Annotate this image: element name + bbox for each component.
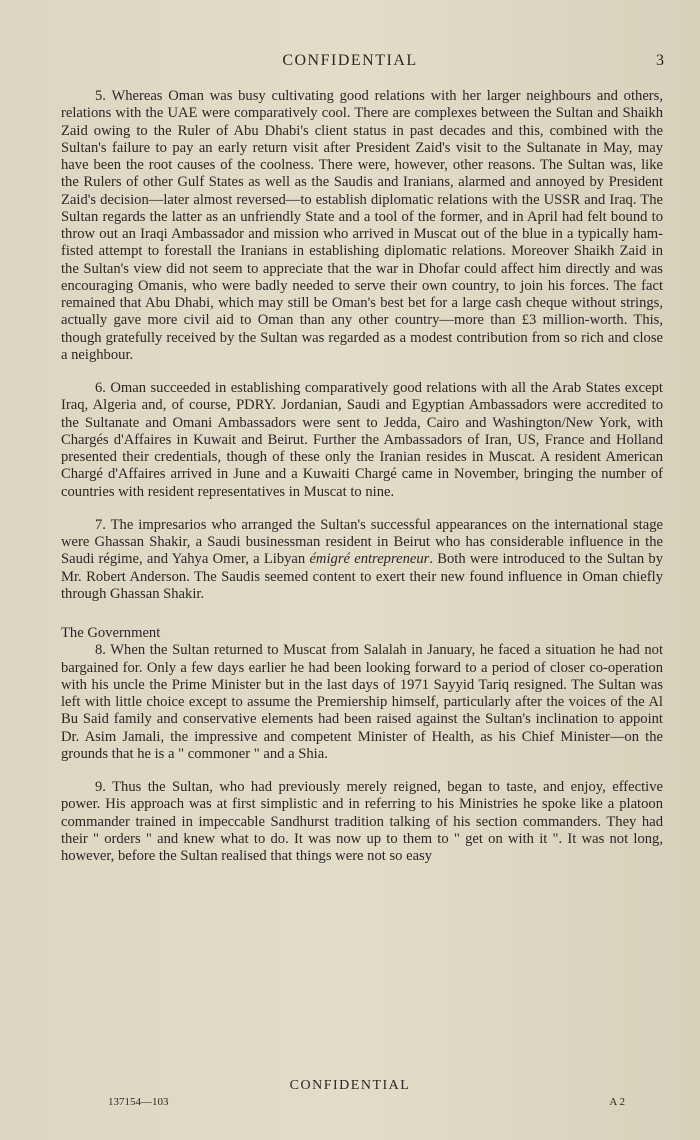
document-body	[61, 88, 663, 865]
paragraph-7-text: 7. The impresarios who arranged the Sultan's successful appearances on the international stage were Ghassan Shakir, a Saudi businessman resident in Beirut who has considerable influence in the Saudi régime, and Yahya Omer, a Libyan	[61, 516, 663, 568]
page-header: CONFIDENTIAL	[282, 52, 418, 69]
paragraph-8: 8. When the Sultan returned to Muscat from Salalah in January, he faced a situation he had not bargained for. Only a few days earlier he had been looking forward to a period of closer co-operation with his uncle the Prime Minister but in the last days of 1971 Sayyid Tariq resigned. The Sultan was left with little choice except to assume the Premiership himself, particularly after the voices of the Al Bu Said family and conservative elements had been raised against the Sultan's inclination to appoint Dr. Asim Jamali, the impressive and competent Minister of Health, as his Chief Minister—on the grounds that he is a " commoner " and a Shia.	[61, 642, 663, 762]
page-number: 3	[656, 52, 664, 69]
paragraph-6: 6. Oman succeeded in establishing comparatively good relations with all the Arab States except Iraq, Algeria and, of course, PDRY. Jordanian, Saudi and Egyptian Ambassadors were accredited to the Sultanate and Omani Ambassadors were sent to Jedda, Cairo and Washington/New York, with Chargés d'Affaires in Kuwait and Beirut. Further the Ambassadors of Iran, US, France and Holland presented their credentials, though of these only the Iranian resides in Muscat. A resident American Chargé d'Affaires arrived in June and a Kuwaiti Chargé came in November, bringing the number of countries with resident representatives in Muscat to nine.	[61, 380, 663, 500]
document-code: 137154—103	[108, 1096, 169, 1108]
paragraph-7-italic: émigré entrepreneur	[309, 551, 430, 568]
page-footer: CONFIDENTIAL	[289, 1078, 411, 1093]
signature-mark: A 2	[609, 1096, 625, 1108]
section-heading: The Government	[61, 625, 161, 641]
paragraph-5: 5. Whereas Oman was busy cultivating good relations with her larger neighbours and others, relations with the UAE were comparatively cool. There are complexes between the Sultan and Shaikh Zaid owing to the Ruler of Abu Dhabi's client status in past decades and this, combined with the Sultan's failure to pay an early return visit after President Zaid's visit to the Sultanate in May, may have been the root causes of the coolness. There were, however, other reasons. The Sultan was, like the Rulers of other Gulf States as well as the Saudis and Iranians, alarmed and annoyed by President Zaid's decision—later almost reversed—to establish diplomatic relations with the USSR and Iraq. The Sultan regards the latter as an unfriendly State and a tool of the former, and in April had felt bound to throw out an Iraqi Ambassador and mission who arrived in Muscat out of the blue in a typically ham-fisted attempt to forestall the Iranians in establishing diplomatic relations. Moreover Shaikh Zaid in the Sultan's view did not seem to appreciate that the war in Dhofar could affect him directly and was encouraging Omanis, who were badly needed to serve their own country, to join his forces. The fact remained that Abu Dhabi, which may still be Oman's best bet for a large cash cheque without strings, actually gave more civil aid to Oman than any other country—more than £3 million-worth. This, though gratefully received by the Sultan was regarded as a modest contribution from so rich and close a neighbour.	[61, 88, 663, 363]
paragraph-7-text-end: . Both were introduced to the Sultan by Mr. Robert Anderson. The Saudis seemed content to exert their new found influence in Oman chiefly through Ghassan Shakir.	[61, 551, 663, 602]
paragraph-7	[61, 517, 663, 603]
paragraph-9: 9. Thus the Sultan, who had previously merely reigned, began to taste, and enjoy, effective power. His approach was at first simplistic and in referring to his Ministries he spoke like a platoon commander trained in impeccable Sandhurst tradition talking of his section commanders. They had their " orders " and knew what to do. It was now up to them to " get on with it ". It was not long, however, before the Sultan realised that things were not so easy	[61, 779, 663, 864]
